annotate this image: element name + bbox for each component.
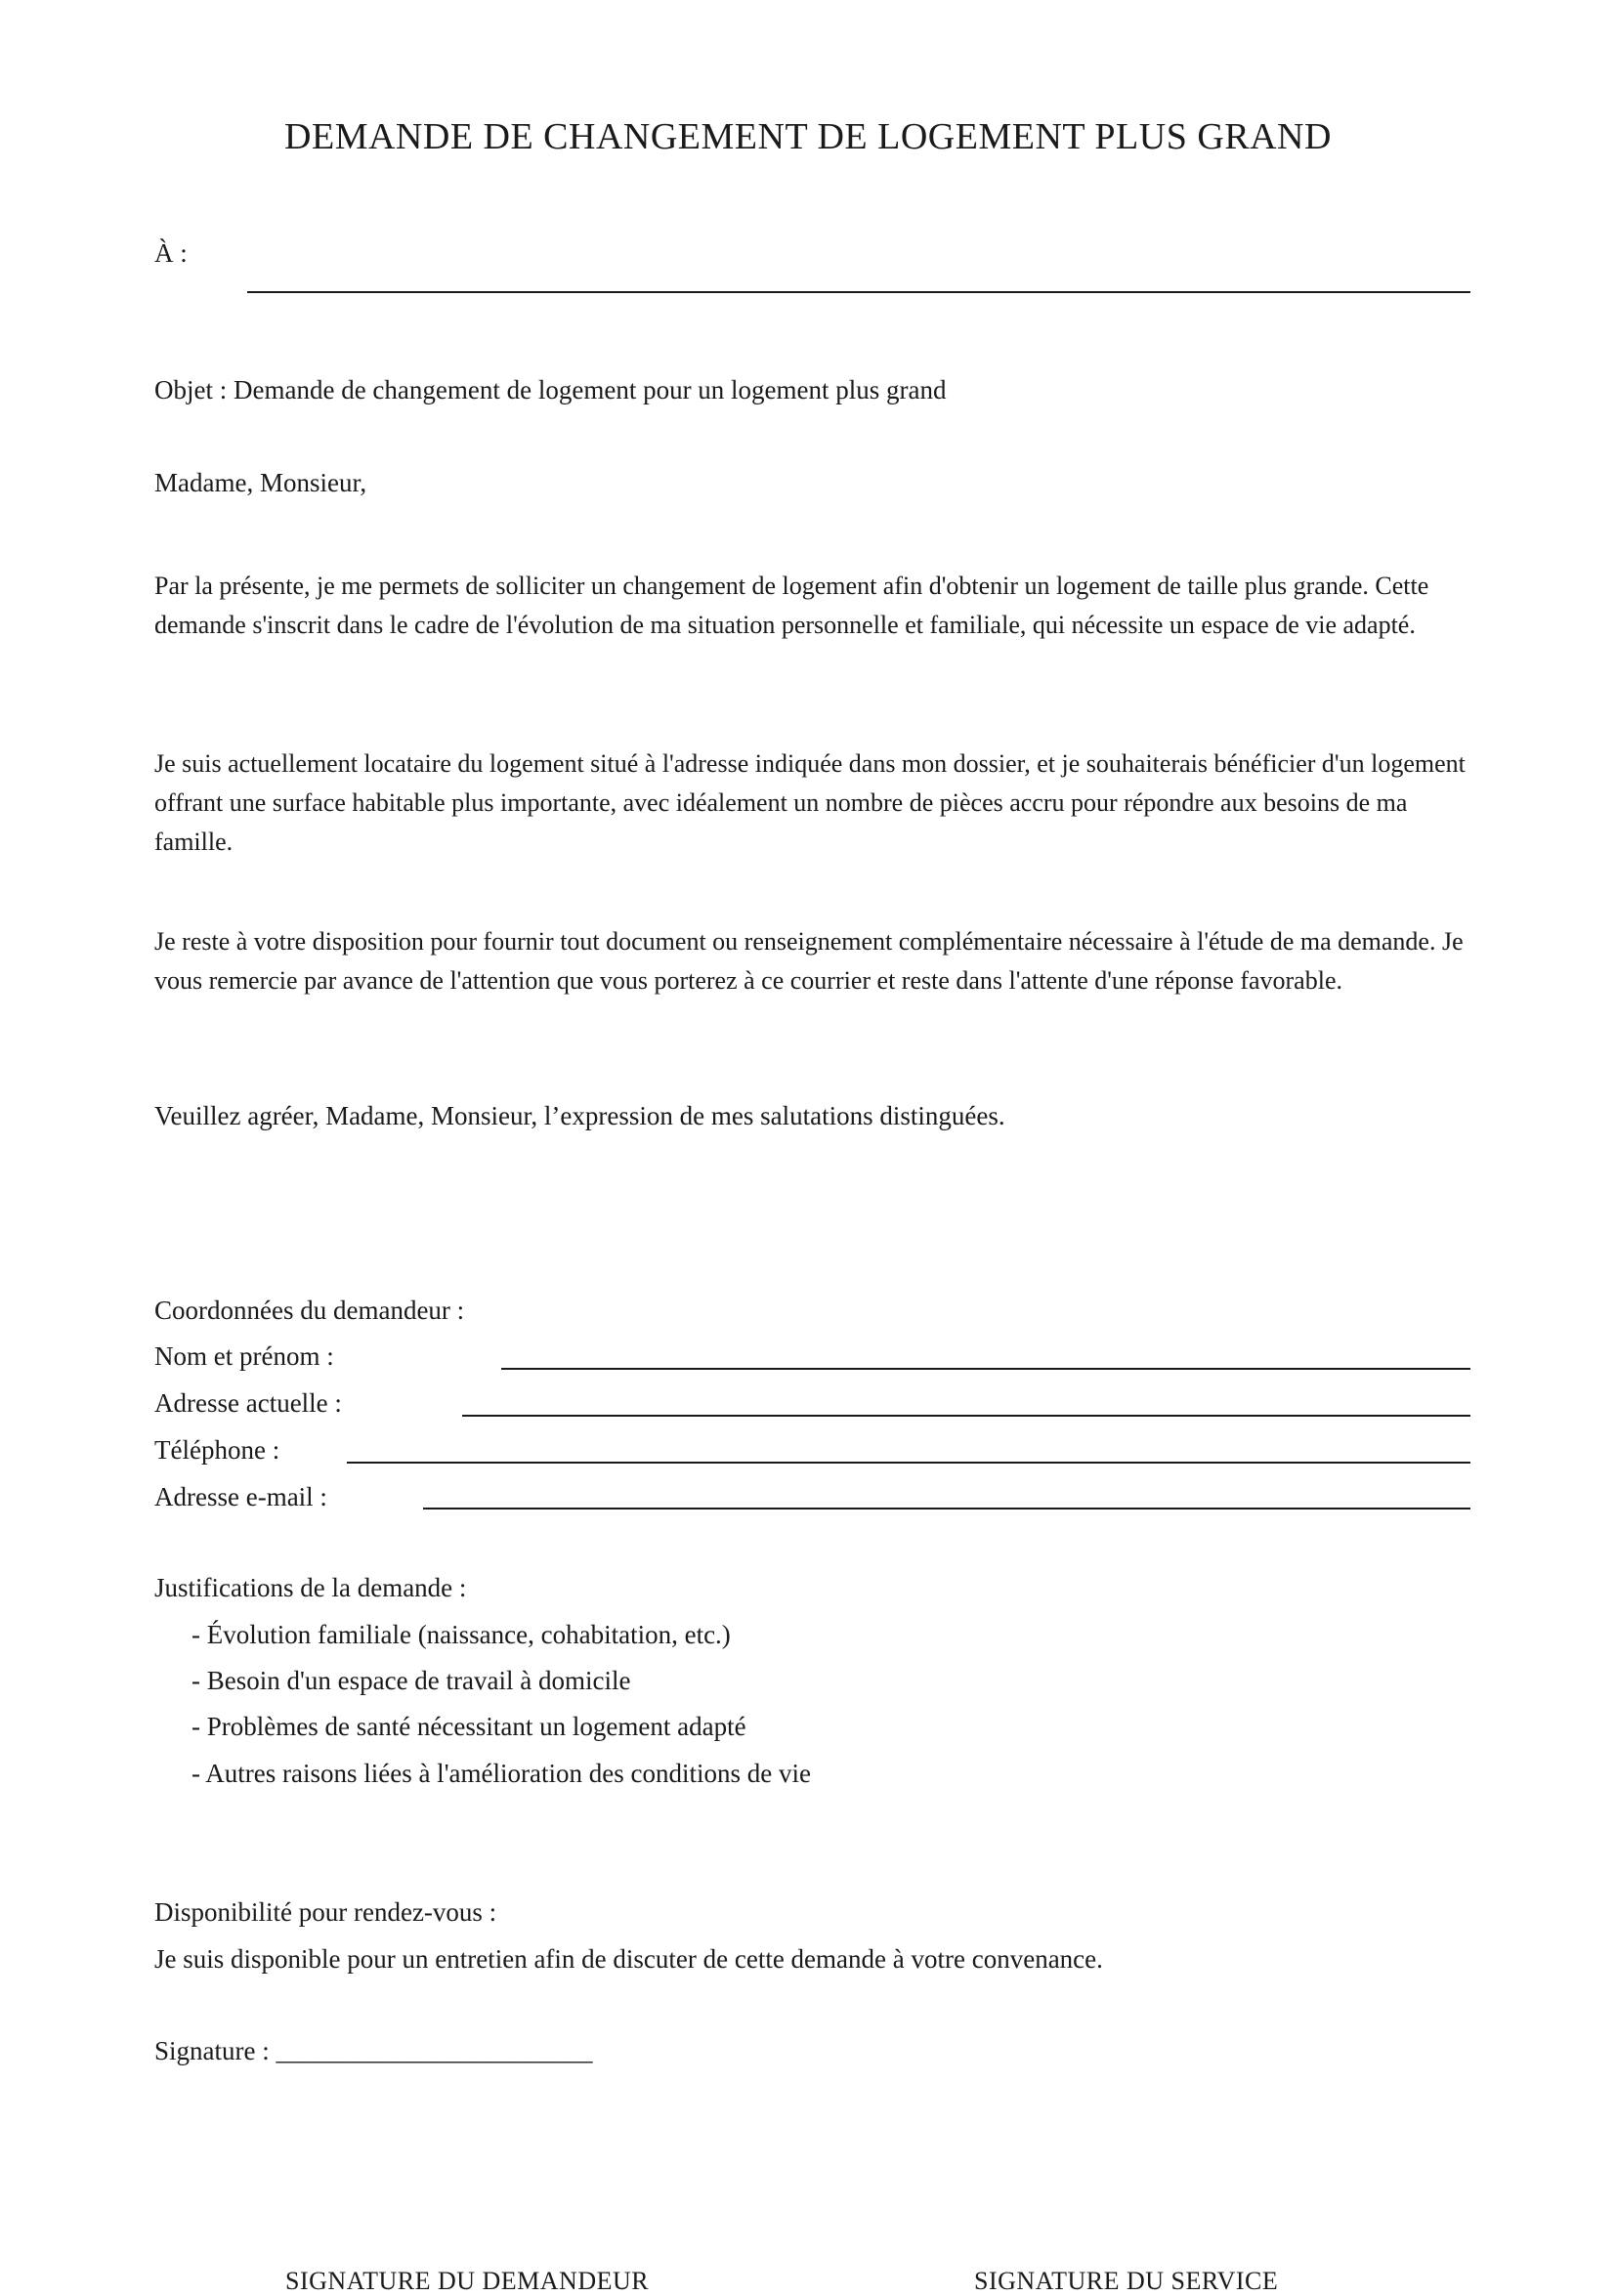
- email-field-line[interactable]: [423, 1508, 1470, 1509]
- greeting: Madame, Monsieur,: [154, 468, 367, 497]
- address-label: Adresse actuelle :: [154, 1388, 342, 1418]
- paragraph-request: Par la présente, je me permets de solliciter un changement de logement afin d'obtenir un logement de taille plus grande. Cette demande s'inscrit dans le cadre de l'évolution de ma situation personnelle et familiale, qui nécessite un espace de vie adapté.: [154, 572, 1429, 639]
- phone-field-line[interactable]: [347, 1462, 1470, 1464]
- availability-heading: Disponibilité pour rendez-vous :: [154, 1897, 497, 1927]
- subject-line: Objet : Demande de changement de logement pour un logement plus grand: [154, 375, 947, 404]
- paragraph-situation: Je suis actuellement locataire du logement situé à l'adresse indiquée dans mon dossier, et je souhaiterais bénéficier d'un logement offrant une surface habitable plus importante, avec idéalement un nombre de pièces accru pour répondre aux besoins de ma famille.: [154, 749, 1466, 856]
- name-field-line[interactable]: [501, 1368, 1470, 1370]
- justification-item: - Besoin d'un espace de travail à domicile: [191, 1666, 631, 1695]
- name-label: Nom et prénom :: [154, 1341, 334, 1371]
- document-title: DEMANDE DE CHANGEMENT DE LOGEMENT PLUS GRAND: [284, 116, 1332, 157]
- signature-line[interactable]: Signature : ________________________: [154, 2036, 593, 2065]
- applicant-heading: Coordonnées du demandeur :: [154, 1296, 465, 1325]
- justification-item: - Problèmes de santé nécessitant un logement adapté: [191, 1712, 746, 1741]
- recipient-field-line[interactable]: [247, 291, 1470, 293]
- availability-text: Je suis disponible pour un entretien afin de discuter de cette demande à votre convenance.: [154, 1944, 1103, 1974]
- phone-label: Téléphone :: [154, 1435, 280, 1465]
- service-signature-caption: SIGNATURE DU SERVICE: [974, 2267, 1279, 2295]
- justification-item: - Évolution familiale (naissance, cohabitation, etc.): [191, 1620, 731, 1649]
- justifications-heading: Justifications de la demande :: [154, 1573, 467, 1602]
- applicant-signature-caption: SIGNATURE DU DEMANDEUR: [285, 2267, 650, 2295]
- paragraph-availability: Je reste à votre disposition pour fournir tout document ou renseignement complémentaire nécessaire à l'étude de ma demande. Je vous remercie par avance de l'attention que vous porterez à ce courrier et reste dans l'attente d'une réponse favorable.: [154, 927, 1464, 995]
- recipient-label: À :: [154, 238, 188, 268]
- closing-formula: Veuillez agréer, Madame, Monsieur, l’expression de mes salutations distinguées.: [154, 1101, 1005, 1130]
- email-label: Adresse e-mail :: [154, 1482, 327, 1511]
- address-field-line[interactable]: [462, 1415, 1470, 1417]
- justification-item: - Autres raisons liées à l'amélioration des conditions de vie: [191, 1759, 811, 1788]
